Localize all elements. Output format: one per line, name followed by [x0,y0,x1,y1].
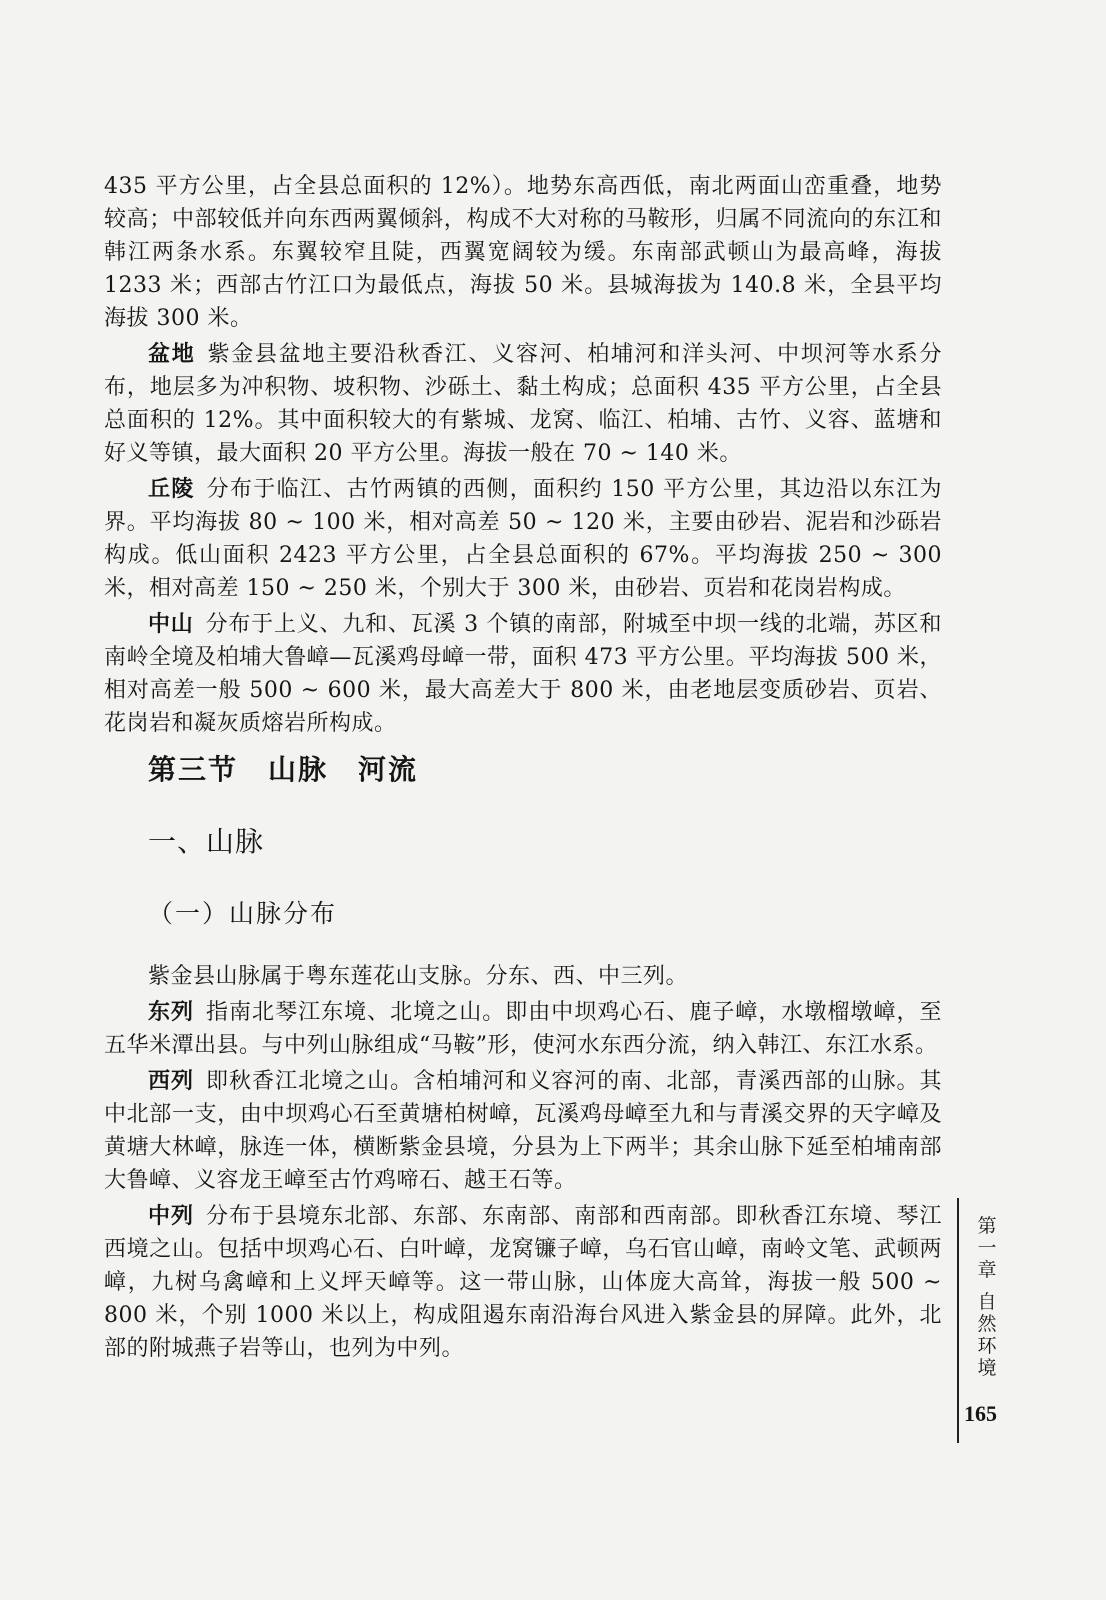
section-title: 第三节 山脉 河流 [148,753,419,786]
paragraph-text: 即秋香江北境之山。含柏埔河和义容河的南、北部，青溪西部的山脉。其中北部一支，由中坝鸡心石至黄塘柏树嶂，瓦溪鸡母嶂至九和与青溪交界的天字嶂及黄塘大林嶂，脉连一体，横断紫金县境，分县为上下两半；其余山脉下延至柏埔南部大鲁嶂、义容龙王嶂至古竹鸡啼石、越王石等。 [104,1069,942,1193]
paragraph-text: 435 平方公里，占全县总面积的 12%）。地势东高西低，南北两面山峦重叠，地势较高；中部较低并向东西两翼倾斜，构成不大对称的马鞍形，归属不同流向的东江和韩江两条水系。东翼较窄且陡，西翼宽阔较为缓。东南部武顿山为最高峰，海拔 1233 米；西部古竹江口为最低点，海拔 50 米。县城海拔为 140.8 米，全县平均海拔 300 米。 [104,174,942,331]
topic-char: 然 [977,1313,997,1335]
margin-divider [957,1198,959,1443]
paragraph-text: 紫金县盆地主要沿秋香江、义容河、柏埔河和洋头河、中坝河等水系分布，地层多为冲积物、坡积物、沙砾土、黏土构成；总面积 435 平方公里，占全县总面积的 12%。其中面积较大的有紫城、龙窝、临江、柏埔、古竹、义容、蓝塘和好义等镇，最大面积 20 平方公里。海拔一般在 70 ~ 140 米。 [104,342,942,466]
body-text-upper [104,170,942,743]
paragraph-text: 紫金县山脉属于粤东莲花山支脉。分东、西、中三列。 [148,964,689,989]
subheading-mountain-distribution: （一）山脉分布 [148,899,338,928]
body-text-lower [104,960,942,1368]
subheading-mountains: 一、山脉 [148,825,265,858]
paragraph-central-range [104,1200,942,1365]
paragraph-hills [104,473,942,605]
term-middle-mountains: 中山 [148,612,194,637]
chapter-side-label [972,1215,1002,1379]
paragraph-terrain-continued [104,170,942,335]
topic-char: 境 [977,1357,997,1379]
topic-char: 环 [977,1335,997,1357]
paragraph-middle-mountains [104,608,942,740]
paragraph-basin [104,338,942,470]
paragraph-west-range [104,1065,942,1197]
topic-char: 自 [977,1291,997,1313]
term-hills: 丘陵 [148,477,195,502]
term-central-range: 中列 [148,1204,195,1229]
paragraph-text: 指南北琴江东境、北境之山。即由中坝鸡心石、鹿子嶂，水墩榴墩嶂，至五华米潭出县。与中列山脉组成“马鞍”形，使河水东西分流，纳入韩江、东江水系。 [104,1000,942,1058]
chapter-char: 一 [977,1237,997,1259]
paragraph-text: 分布于临江、古竹两镇的西侧，面积约 150 平方公里，其边沿以东江为界。平均海拔 80 ~ 100 米，相对高差 50 ~ 120 米，主要由砂岩、泥岩和沙砾岩构成。低山面积 2423 平方公里，占全县总面积的 67%。平均海拔 250 ~ 300 米，相对高差 150 ~ 250 米，个别大于 300 米，由砂岩、页岩和花岗岩构成。 [104,477,942,601]
paragraph-text: 分布于上义、九和、瓦溪 3 个镇的南部，附城至中坝一线的北端，苏区和南岭全境及柏埔大鲁嶂—瓦溪鸡母嶂一带，面积 473 平方公里。平均海拔 500 米，相对高差一般 500 ~ 600 米，最大高差大于 800 米，由老地层变质砂岩、页岩、花岗岩和凝灰质熔岩所构成。 [104,612,942,736]
paragraph-east-range [104,996,942,1062]
term-basin: 盆地 [148,342,196,367]
page-number: 165 [964,1401,997,1426]
term-east-range: 东列 [148,1000,195,1025]
paragraph-intro [104,960,942,993]
chapter-char: 第 [977,1215,997,1237]
paragraph-text: 分布于县境东北部、东部、东南部、南部和西南部。即秋香江东境、琴江西境之山。包括中坝鸡心石、白叶嶂，龙窝镰子嶂，乌石官山嶂，南岭文笔、武顿两嶂，九树乌禽嶂和上义坪天嶂等。这一带山脉，山体庞大高耸，海拔一般 500 ~ 800 米，个别 1000 米以上，构成阻遏东南沿海台风进入紫金县的屏障。此外，北部的附城燕子岩等山，也列为中列。 [104,1204,942,1361]
chapter-char: 章 [977,1259,997,1281]
term-west-range: 西列 [148,1069,195,1094]
